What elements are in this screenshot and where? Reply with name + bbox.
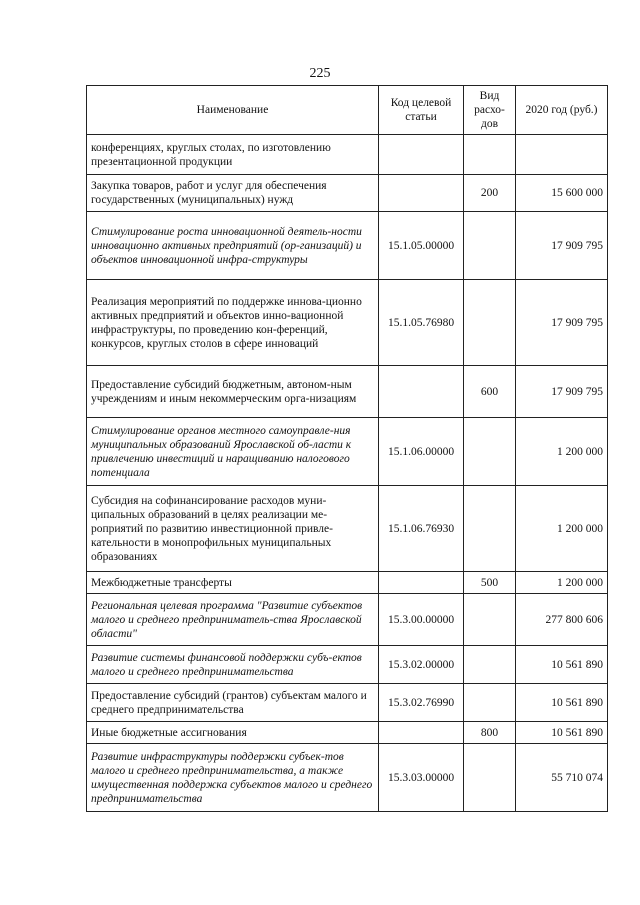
row-sum: 10 561 890 — [516, 646, 608, 684]
row-sum: 1 200 000 — [516, 572, 608, 594]
table-row — [87, 572, 608, 594]
row-sum: 1 200 000 — [516, 486, 608, 572]
row-code: 15.1.06.00000 — [379, 418, 464, 486]
row-sum — [516, 135, 608, 175]
table-row — [87, 744, 608, 812]
table-row — [87, 646, 608, 684]
header-code: Код целевой статьи — [379, 86, 464, 135]
row-code: 15.3.00.00000 — [379, 594, 464, 646]
row-code — [379, 572, 464, 594]
row-code: 15.3.02.76990 — [379, 684, 464, 722]
row-name: Реализация мероприятий по поддержке иннова-ционно активных предприятий и объектов инно-вационной инфраструктуры, по проведению кон-ференций, конкурсов, круглых столов в сфере инноваций — [87, 280, 379, 366]
row-name: Иные бюджетные ассигнования — [87, 722, 379, 744]
table-row — [87, 722, 608, 744]
row-type — [464, 280, 516, 366]
table-row — [87, 212, 608, 280]
header-sum: 2020 год (руб.) — [516, 86, 608, 135]
row-code — [379, 135, 464, 175]
row-name: Развитие системы финансовой поддержки субъ-ектов малого и среднего предпринимательства — [87, 646, 379, 684]
row-type — [464, 594, 516, 646]
row-sum: 15 600 000 — [516, 175, 608, 212]
row-sum: 17 909 795 — [516, 280, 608, 366]
table-row — [87, 280, 608, 366]
header-type: Вид расхо-дов — [464, 86, 516, 135]
row-sum: 10 561 890 — [516, 722, 608, 744]
table-row — [87, 418, 608, 486]
row-type — [464, 684, 516, 722]
row-type — [464, 744, 516, 812]
row-name: Межбюджетные трансферты — [87, 572, 379, 594]
row-name: Развитие инфраструктуры поддержки субъек-тов малого и среднего предпринимательства, а также имущественная поддержка субъектов малого и среднего предпринимательства — [87, 744, 379, 812]
budget-table — [86, 85, 608, 812]
table-row — [87, 366, 608, 418]
table-row — [87, 594, 608, 646]
row-type — [464, 135, 516, 175]
row-type: 200 — [464, 175, 516, 212]
row-code: 15.1.06.76930 — [379, 486, 464, 572]
row-code — [379, 722, 464, 744]
row-code: 15.1.05.76980 — [379, 280, 464, 366]
row-name: Стимулирование роста инновационной деятель-ности инновационно активных предприятий (ор-ганизаций) и объектов инновационной инфра-структуры — [87, 212, 379, 280]
row-sum: 1 200 000 — [516, 418, 608, 486]
row-name: Стимулирование органов местного самоуправле-ния муниципальных образований Ярославской об-ласти к привлечению инвестиций и наращиванию налогового потенциала — [87, 418, 379, 486]
row-sum: 10 561 890 — [516, 684, 608, 722]
table-header-row — [87, 86, 608, 135]
row-type: 600 — [464, 366, 516, 418]
row-name: конференциях, круглых столах, по изготовлению презентационной продукции — [87, 135, 379, 175]
table-row — [87, 175, 608, 212]
row-code — [379, 175, 464, 212]
row-code: 15.1.05.00000 — [379, 212, 464, 280]
page-number: 225 — [309, 66, 331, 81]
row-sum: 277 800 606 — [516, 594, 608, 646]
row-type — [464, 486, 516, 572]
row-code: 15.3.03.00000 — [379, 744, 464, 812]
row-code: 15.3.02.00000 — [379, 646, 464, 684]
row-name: Региональная целевая программа "Развитие субъектов малого и среднего предприниматель-ства Ярославской области" — [87, 594, 379, 646]
row-name: Закупка товаров, работ и услуг для обеспечения государственных (муниципальных) нужд — [87, 175, 379, 212]
row-type: 500 — [464, 572, 516, 594]
row-name: Субсидия на софинансирование расходов муни-ципальных образований в целях реализации ме-роприятий по развитию инвестиционной привле-кательности в монопрофильных муниципальных образованиях — [87, 486, 379, 572]
row-sum: 17 909 795 — [516, 212, 608, 280]
table-row — [87, 135, 608, 175]
table-row — [87, 486, 608, 572]
row-sum: 17 909 795 — [516, 366, 608, 418]
row-type — [464, 418, 516, 486]
table-row — [87, 684, 608, 722]
row-type: 800 — [464, 722, 516, 744]
row-type — [464, 646, 516, 684]
row-sum: 55 710 074 — [516, 744, 608, 812]
row-name: Предоставление субсидий (грантов) субъектам малого и среднего предпринимательства — [87, 684, 379, 722]
header-name: Наименование — [87, 86, 379, 135]
row-name: Предоставление субсидий бюджетным, автоном-ным учреждениям и иным некоммерческим орга-низациям — [87, 366, 379, 418]
row-type — [464, 212, 516, 280]
row-code — [379, 366, 464, 418]
